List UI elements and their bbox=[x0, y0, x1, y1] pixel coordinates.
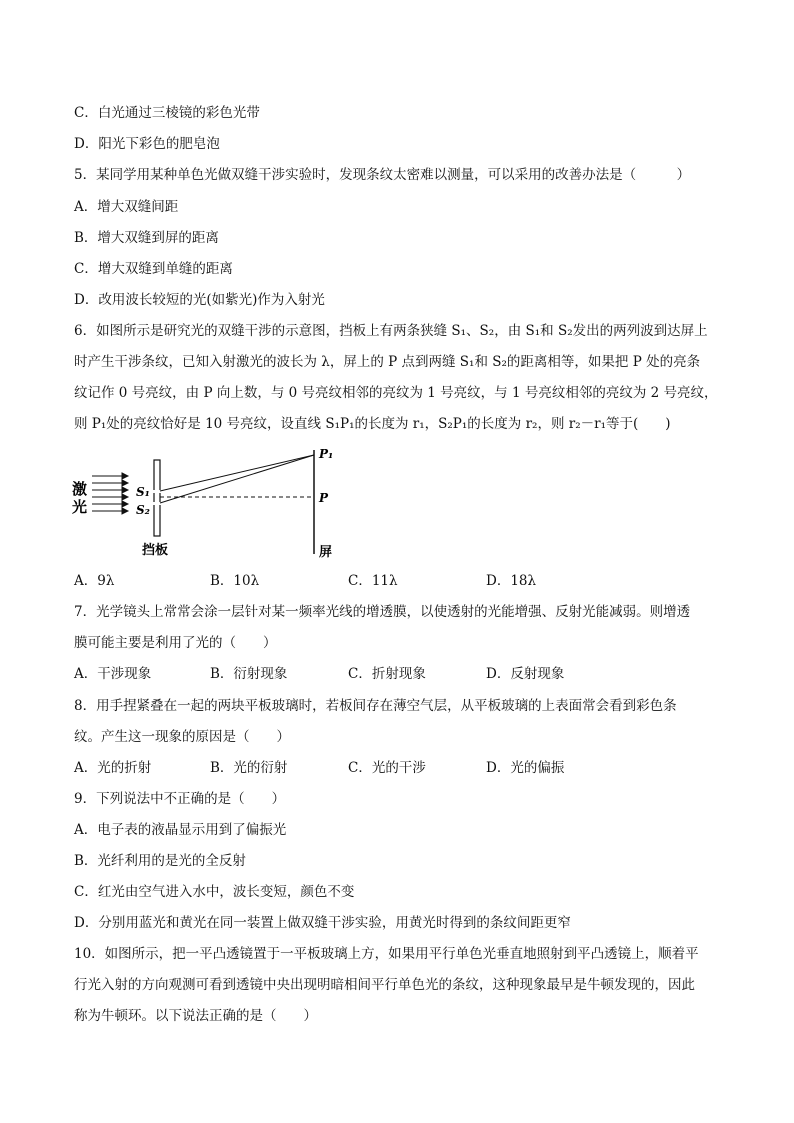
q5-option-b: B．增大双缝到屏的距离 bbox=[74, 230, 219, 246]
q8-stem-line-2: 纹。产生这一现象的原因是（ ） bbox=[74, 729, 290, 745]
q7-option-b: B．衍射现象 bbox=[210, 666, 288, 682]
q10-stem-line-1: 10．如图所示，把一平凸透镜置于一平板玻璃上方，如果用平行单色光垂直地照射到平凸透镜上，顺着平 bbox=[74, 946, 699, 962]
q8-option-d: D．光的偏振 bbox=[486, 760, 565, 776]
q6-option-d: D．18λ bbox=[486, 573, 537, 589]
laser-arrows bbox=[92, 473, 128, 514]
laser-label-2: 光 bbox=[72, 498, 88, 516]
q4-option-c: C．白光通过三棱镜的彩色光带 bbox=[74, 105, 260, 121]
slit-s1 bbox=[153, 490, 161, 493]
q7-option-c: C．折射现象 bbox=[348, 666, 426, 682]
q6-stem-line-4: 则 P₁处的亮纹恰好是 10 号亮纹，设直线 S₁P₁的长度为 r₁，S₂P₁的长度为 r₂，则 r₂－r₁等于( ) bbox=[74, 416, 671, 432]
q6-option-b: B．10λ bbox=[210, 573, 260, 589]
laser-label-1: 激 bbox=[72, 480, 88, 498]
s1-label: S₁ bbox=[136, 485, 150, 499]
q5-option-a: A．增大双缝间距 bbox=[74, 199, 179, 215]
q9-option-c: C．红光由空气进入水中，波长变短，颜色不变 bbox=[74, 884, 355, 900]
slit-s2 bbox=[153, 502, 161, 505]
ray-s2-p1 bbox=[160, 455, 314, 503]
s2-label: S₂ bbox=[136, 503, 150, 517]
q7-option-a: A．干涉现象 bbox=[74, 666, 152, 682]
q5-option-d: D．改用波长较短的光(如紫光)作为入射光 bbox=[74, 292, 325, 308]
p-label: P bbox=[319, 491, 329, 505]
q10-stem-line-2: 行光入射的方向观测可看到透镜中央出现明暗相间平行单色光的条纹，这种现象最早是牛顿发现的，因此 bbox=[74, 977, 695, 993]
q6-option-c: C．11λ bbox=[348, 573, 398, 589]
screen-label: 屏 bbox=[319, 545, 333, 560]
q7-stem-line-1: 7．光学镜头上常常会涂一层针对某一频率光线的增透膜，以使透射的光能增强、反射光能减弱。则增透 bbox=[74, 604, 691, 620]
q8-stem-line-1: 8．用手捏紧叠在一起的两块平板玻璃时，若板间存在薄空气层，从平板玻璃的上表面常会看到彩色条 bbox=[74, 698, 677, 714]
q6-option-a: A．9λ bbox=[74, 573, 115, 589]
q9-option-a: A．电子表的液晶显示用到了偏振光 bbox=[74, 822, 287, 838]
q8-option-c: C．光的干涉 bbox=[348, 760, 426, 776]
q8-option-b: B．光的衍射 bbox=[210, 760, 288, 776]
q7-stem-line-2: 膜可能主要是利用了光的（ ） bbox=[74, 635, 277, 651]
q9-option-d: D．分别用蓝光和黄光在同一装置上做双缝干涉实验，用黄光时得到的条纹间距更窄 bbox=[74, 915, 571, 931]
barrier-plate bbox=[154, 460, 160, 536]
q6-stem-line-2: 时产生干涉条纹，已知入射激光的波长为 λ，屏上的 P 点到两缝 S₁和 S₂的距离相等，如果把 P 处的亮条 bbox=[74, 354, 701, 370]
double-slit-diagram bbox=[70, 446, 360, 568]
q5-option-c: C．增大双缝到单缝的距离 bbox=[74, 261, 233, 277]
q5-stem: 5．某同学用某种单色光做双缝干涉实验时，发现条纹太密难以测量，可以采用的改善办法是（ ） bbox=[74, 167, 691, 183]
q9-option-b: B．光纤利用的是光的全反射 bbox=[74, 853, 246, 869]
q6-stem-line-3: 纹记作 0 号亮纹，由 P 向上数，与 0 号亮纹相邻的亮纹为 1 号亮纹，与 1 号亮纹相邻的亮纹为 2 号亮纹， bbox=[74, 385, 718, 401]
q7-option-d: D．反射现象 bbox=[486, 666, 565, 682]
q4-option-d: D．阳光下彩色的肥皂泡 bbox=[74, 136, 220, 152]
barrier-label: 挡板 bbox=[142, 543, 169, 558]
q10-stem-line-3: 称为牛顿环。以下说法正确的是（ ） bbox=[74, 1008, 317, 1024]
q6-stem-line-1: 6．如图所示是研究光的双缝干涉的示意图，挡板上有两条狭缝 S₁、S₂，由 S₁和 S₂发出的两列波到达屏上 bbox=[74, 323, 708, 339]
p1-label: P₁ bbox=[319, 447, 334, 461]
q8-option-a: A．光的折射 bbox=[74, 760, 152, 776]
ray-s1-p1 bbox=[160, 455, 314, 491]
q9-stem: 9．下列说法中不正确的是（ ） bbox=[74, 791, 286, 807]
